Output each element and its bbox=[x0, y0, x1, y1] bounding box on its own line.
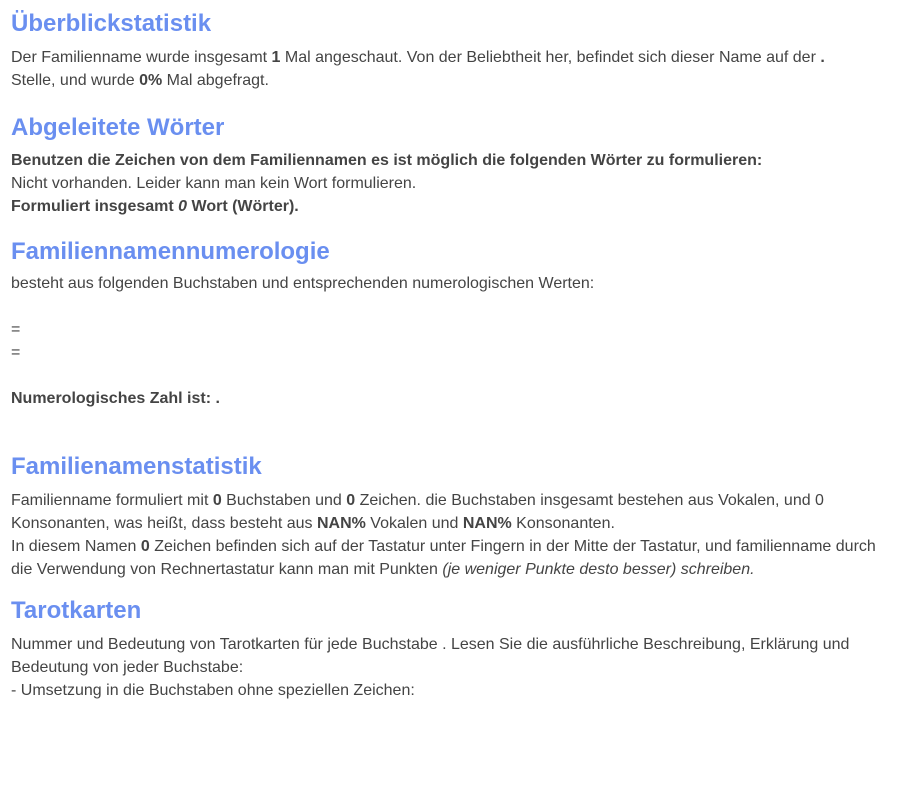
derived-intro: Benutzen die Zeichen von dem Familiennamen es ist möglich die folgenden Wörter zu formulieren: bbox=[11, 152, 763, 169]
stats-b1: In diesem Namen bbox=[11, 538, 141, 555]
overview-text-2: Mal angeschaut. Von der Beliebtheit her, befindet sich dieser Name auf der bbox=[280, 49, 821, 66]
numerology-heading: Familiennamennumerologie bbox=[11, 238, 330, 265]
numerology-values bbox=[11, 318, 898, 364]
stats-b3: (je weniger Punkte desto besser) schreiben. bbox=[442, 561, 755, 578]
derived-total bbox=[11, 198, 299, 215]
derived-words-heading: Abgeleitete Wörter bbox=[11, 114, 225, 141]
numerology-number bbox=[11, 387, 898, 410]
stats-cons-pct: NAN% bbox=[462, 515, 512, 532]
stats-middle: 0 bbox=[140, 538, 150, 555]
stats-b2: Zeichen befinden sich auf der Tastatur unter Fingern in der Mitte der Tastatur, und familienname durch die Verwendung von Rechnertastatur kann man mit Punkten bbox=[11, 538, 876, 578]
stats-letters: 0 bbox=[212, 492, 222, 509]
stats-chars: 0 bbox=[346, 492, 356, 509]
stats-a5: Konsonanten. bbox=[511, 515, 615, 532]
stats-vowel-pct: NAN% bbox=[316, 515, 366, 532]
tarot-description: Nummer und Bedeutung von Tarotkarten für jede Buchstabe . Lesen Sie die ausführliche Beschreibung, Erklärung und Bedeutung von jeder Buchstabe: bbox=[11, 636, 850, 676]
rank-value: . bbox=[820, 49, 825, 66]
numerology-eq-2: = bbox=[11, 344, 21, 361]
views-count: 1 bbox=[271, 49, 281, 66]
stats-heading: Familienamenstatistik bbox=[11, 453, 262, 480]
derived-total-count: 0 bbox=[178, 198, 188, 215]
tarot-text bbox=[11, 633, 898, 702]
tarot-heading: Tarotkarten bbox=[11, 597, 142, 624]
tarot-conversion: - Umsetzung in die Buchstaben ohne speziellen Zeichen: bbox=[11, 682, 415, 699]
overview-text-4: Mal abgefragt. bbox=[162, 72, 269, 89]
stats-a1: Familienname formuliert mit bbox=[11, 492, 213, 509]
derived-total-a: Formuliert insgesamt bbox=[11, 198, 179, 215]
overview-text-3: Stelle, und wurde bbox=[11, 72, 140, 89]
derived-total-b: Wort (Wörter). bbox=[187, 198, 299, 215]
derived-words-text bbox=[11, 149, 898, 218]
numerology-eq-1: = bbox=[11, 321, 21, 338]
numerology-intro: besteht aus folgenden Buchstaben und entsprechenden numerologischen Werten: bbox=[11, 275, 595, 292]
query-percent: 0% bbox=[139, 72, 163, 89]
stats-text bbox=[11, 489, 898, 581]
stats-a3: Zeichen. die Buchstaben insgesamt bestehen aus Vokalen, und 0 Konsonanten, was heißt, dass besteht aus bbox=[11, 492, 824, 532]
stats-a4: Vokalen und bbox=[365, 515, 463, 532]
stats-a2: Buchstaben und bbox=[221, 492, 347, 509]
overview-text bbox=[11, 46, 898, 92]
overview-text-1: Der Familienname wurde insgesamt bbox=[11, 49, 272, 66]
numerology-number-label: Numerologisches Zahl ist: . bbox=[11, 390, 220, 407]
derived-none: Nicht vorhanden. Leider kann man kein Wort formulieren. bbox=[11, 175, 417, 192]
overview-heading: Überblickstatistik bbox=[11, 10, 212, 37]
